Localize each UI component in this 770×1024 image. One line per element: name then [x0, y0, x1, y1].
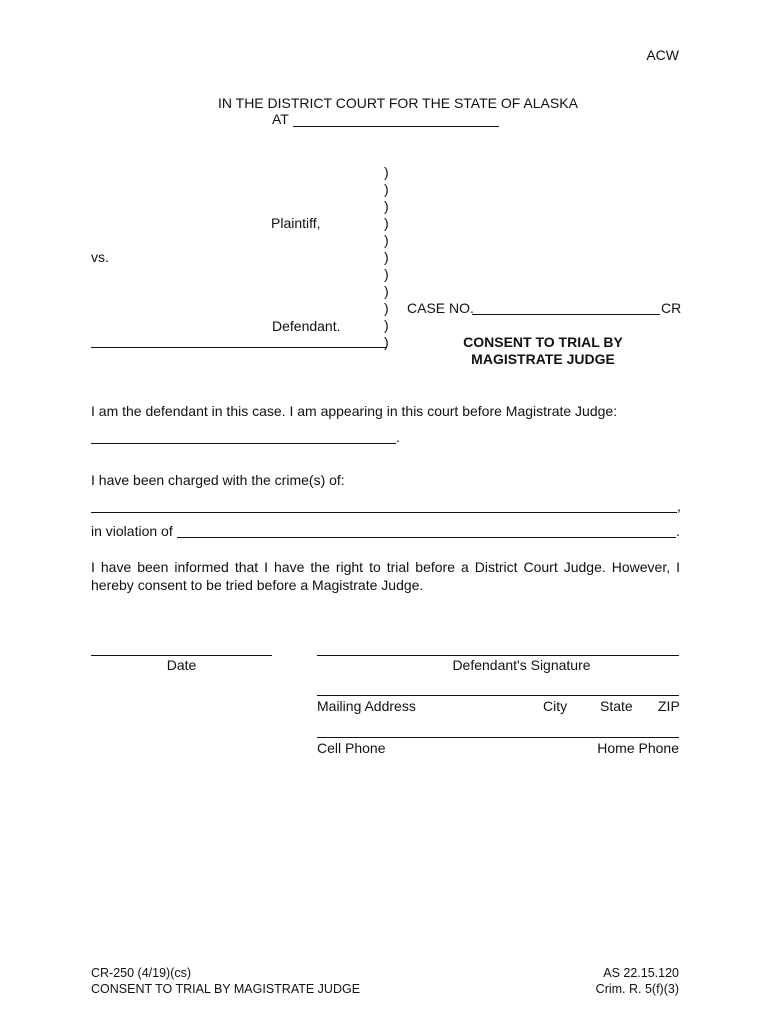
form-title-line1: CONSENT TO TRIAL BY	[463, 334, 623, 350]
paragraph-magistrate: I am the defendant in this case. I am appearing in this court before Magistrate Judge:	[91, 403, 618, 419]
paragraph-charges: I have been charged with the crime(s) of:	[91, 472, 345, 488]
case-no-label: CASE NO.	[407, 300, 474, 316]
footer-form-title: CONSENT TO TRIAL BY MAGISTRATE JUDGE	[91, 982, 361, 996]
city-label: City	[543, 698, 568, 714]
footer-rule: Crim. R. 5(f)(3)	[595, 982, 679, 996]
defendant-name-field[interactable]	[91, 347, 387, 348]
mailing-address-line[interactable]	[317, 695, 679, 696]
phone-line[interactable]	[317, 737, 679, 738]
case-number-field[interactable]	[472, 314, 660, 315]
period-mark: .	[396, 429, 400, 445]
comma-mark: ,	[677, 498, 681, 514]
zip-label: ZIP	[658, 698, 680, 714]
defendant-signature-line[interactable]	[317, 655, 679, 656]
case-no-suffix: CR	[661, 300, 682, 316]
statute-violated-field[interactable]	[177, 537, 676, 538]
mailing-address-label: Mailing Address	[317, 698, 416, 714]
home-phone-label: Home Phone	[597, 740, 679, 756]
footer-form-code: CR-250 (4/19)(cs)	[91, 966, 192, 980]
plaintiff-label: Plaintiff,	[271, 215, 321, 231]
caption-parentheses: ) ) ) ) ) ) ) ) ) ) )	[384, 164, 389, 350]
court-title: IN THE DISTRICT COURT FOR THE STATE OF ALASKA	[218, 95, 578, 111]
date-signature-line[interactable]	[91, 655, 272, 656]
office-code: ACW	[646, 47, 679, 63]
paragraph-consent: I have been informed that I have the right to trial before a District Court Judge. However, I hereby consent to be tried before a Magistrate Judge.	[91, 559, 680, 593]
at-label: AT	[272, 111, 289, 127]
defendant-signature-label: Defendant's Signature	[452, 657, 591, 673]
magistrate-judge-name-field[interactable]	[91, 443, 396, 444]
court-location-field[interactable]	[293, 126, 499, 127]
date-label: Date	[166, 657, 197, 673]
vs-label: vs.	[91, 249, 109, 265]
state-label: State	[600, 698, 633, 714]
defendant-label: Defendant.	[272, 318, 341, 334]
period-mark: .	[676, 523, 680, 539]
cell-phone-label: Cell Phone	[317, 740, 386, 756]
crimes-charged-field[interactable]	[91, 512, 677, 513]
form-title-line2: MAGISTRATE JUDGE	[471, 351, 615, 367]
violation-label: in violation of	[91, 523, 173, 539]
footer-statute: AS 22.15.120	[603, 966, 679, 980]
